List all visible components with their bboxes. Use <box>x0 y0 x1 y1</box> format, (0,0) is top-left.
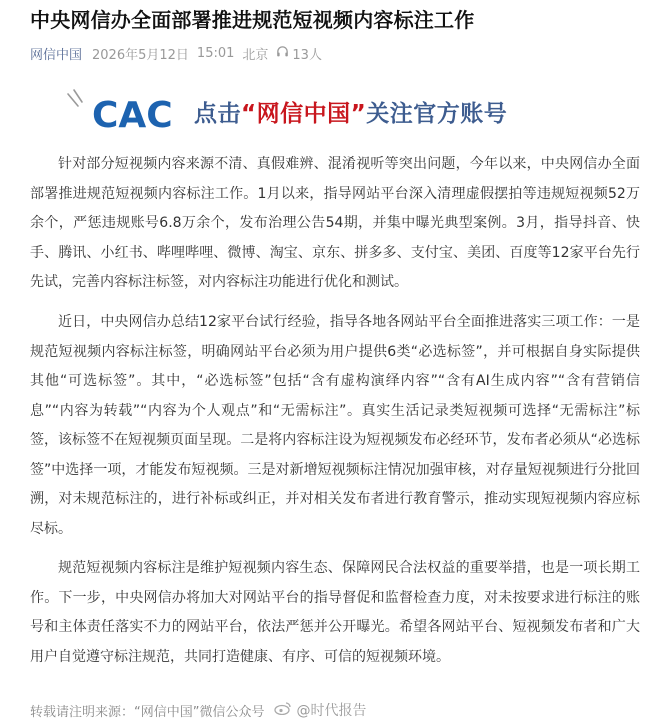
paragraph-2: 近日，中央网信办总结12家平台试行经验，指导各地各网站平台全面推进落实三项工作：一是规范短视频内容标注标签，明确网站平台必须为用户提供6类“必选标签”，并可根据自身实际提供其他“可选标签”。其中，“必选标签”包括“含有虚构演绎内容”“含有AI生成内容”“含有营销信息”“内容为转载”“内容为个人观点”和“无需标注”。真实生活记录类短视频可选择“无需标注”标签，该标签不在短视频页面呈现。二是将内容标注设为短视频发布必经环节，发布者必须从“必选标签”中选择一项，才能发布短视频。三是对新增短视频标注情况加强审核，对存量短视频进行分批回溯，对未规范标注的，进行补标或纠正，并对相关发布者进行教育警示，推动实现短视频内容应标尽标。 <box>30 314 640 537</box>
publish-location: 北京 <box>242 48 269 63</box>
cac-logo-text: CAC <box>92 95 173 136</box>
publish-time: 15:01 <box>196 46 235 61</box>
source-link[interactable]: 网信中国 <box>30 48 83 63</box>
article-footer <box>30 700 366 720</box>
article-body <box>30 150 640 682</box>
follow-banner[interactable] <box>52 80 632 142</box>
banner-prefix: 点击 <box>194 100 241 127</box>
headphone-icon[interactable] <box>276 45 289 62</box>
repost-notice: 转载请注明来源：“网信中国”微信公众号 <box>30 704 265 720</box>
paragraph-1: 针对部分短视频内容来源不清、真假难辨、混淆视听等突出问题，今年以来，中央网信办全面部署推进规范短视频内容标注工作。1月以来，指导网站平台深入清理虚假摆拍等违规短视频52万余个，严惩违规账号6.8万余个，发布治理公告54期，并集中曝光典型案例。3月，指导抖音、快手、腾讯、小红书、哔哩哔哩、微博、淘宝、京东、拼多多、支付宝、美团、百度等12家平台先行先试，完善内容标注标签，对内容标注功能进行优化和测试。 <box>30 156 640 290</box>
banner-highlight: “网信中国” <box>241 100 367 127</box>
article-meta <box>30 44 330 63</box>
cac-logo <box>52 80 182 142</box>
weibo-icon <box>274 701 292 719</box>
watermark: @时代报告 <box>296 703 367 719</box>
listener-count: 13人 <box>292 48 322 63</box>
banner-text <box>194 95 507 128</box>
article-title: 中央网信办全面部署推进规范短视频内容标注工作 <box>30 8 475 32</box>
publish-date: 2026年5月12日 <box>92 48 189 63</box>
banner-suffix: 关注官方账号 <box>366 100 508 127</box>
paragraph-3: 规范短视频内容标注是维护短视频内容生态、保障网民合法权益的重要举措，也是一项长期工作。下一步，中央网信办将加大对网站平台的指导督促和监督检查力度，对未按要求进行标注的账号和主体责任落实不力的网站平台，依法严惩并公开曝光。希望各网站平台、短视频发布者和广大用户自觉遵守标注规范，共同打造健康、有序、可信的短视频环境。 <box>30 560 640 665</box>
